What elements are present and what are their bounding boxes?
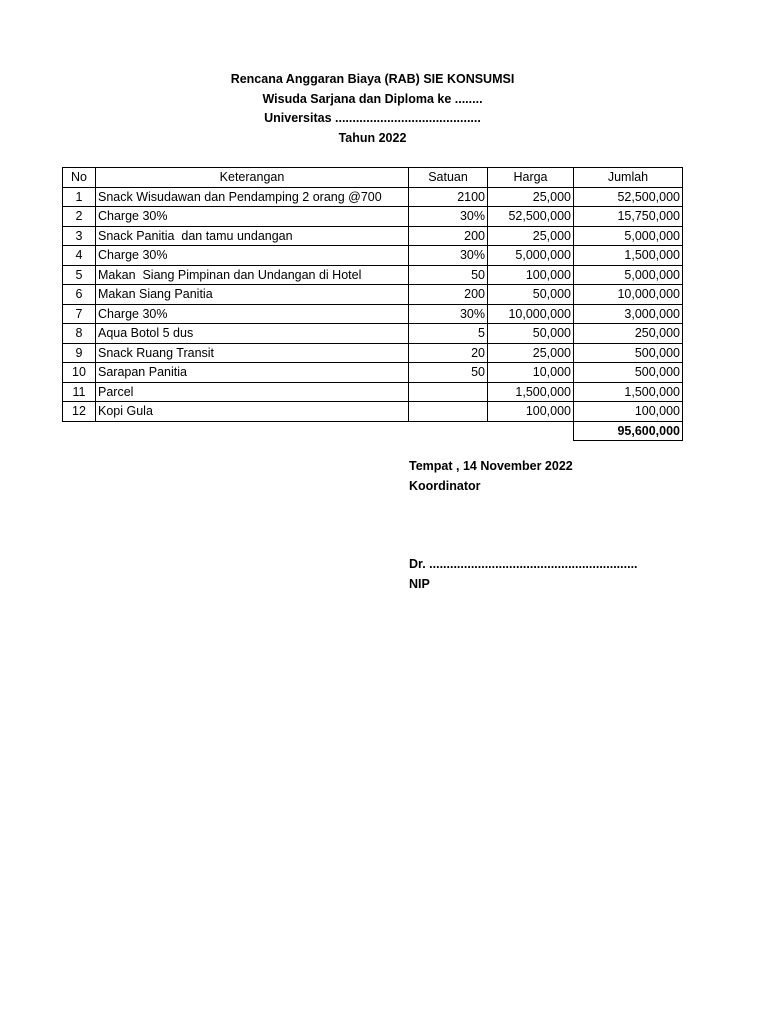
cell-harga: 25,000	[488, 187, 574, 207]
cell-jumlah: 100,000	[574, 402, 683, 422]
document-subtitle-year: Tahun 2022	[338, 130, 407, 145]
cell-keterangan: Charge 30%	[96, 207, 409, 227]
column-header-harga: Harga	[488, 168, 574, 188]
table-row	[63, 304, 683, 324]
cell-jumlah: 5,000,000	[574, 226, 683, 246]
cell-jumlah: 52,500,000	[574, 187, 683, 207]
cell-no: 12	[63, 402, 96, 422]
table-row	[63, 402, 683, 422]
total-spacer	[63, 421, 574, 441]
cell-harga: 100,000	[488, 265, 574, 285]
cell-keterangan: Snack Wisudawan dan Pendamping 2 orang @700	[96, 187, 409, 207]
cell-satuan	[409, 402, 488, 422]
cell-jumlah: 3,000,000	[574, 304, 683, 324]
column-header-jumlah: Jumlah	[574, 168, 683, 188]
table-header-row	[63, 168, 683, 188]
table-row	[63, 285, 683, 305]
cell-no: 1	[63, 187, 96, 207]
cell-satuan: 30%	[409, 304, 488, 324]
cell-keterangan: Snack Ruang Transit	[96, 343, 409, 363]
document-title: Rencana Anggaran Biaya (RAB) SIE KONSUMSI	[230, 72, 515, 86]
cell-keterangan: Charge 30%	[96, 304, 409, 324]
table-row	[63, 363, 683, 383]
cell-harga: 10,000,000	[488, 304, 574, 324]
signature-nip: NIP	[409, 576, 430, 591]
column-header-keterangan: Keterangan	[96, 168, 409, 188]
cell-keterangan: Charge 30%	[96, 246, 409, 266]
total-jumlah: 95,600,000	[574, 421, 683, 441]
cell-satuan: 20	[409, 343, 488, 363]
cell-keterangan: Makan Siang Panitia	[96, 285, 409, 305]
cell-satuan: 50	[409, 363, 488, 383]
cell-harga: 10,000	[488, 363, 574, 383]
cell-keterangan: Makan Siang Pimpinan dan Undangan di Hotel	[96, 265, 409, 285]
signature-header	[409, 457, 573, 496]
document-title-block	[0, 70, 745, 148]
cell-satuan: 200	[409, 285, 488, 305]
signature-role: Koordinator	[409, 478, 481, 493]
cell-jumlah: 10,000,000	[574, 285, 683, 305]
cell-satuan: 5	[409, 324, 488, 344]
table-row	[63, 207, 683, 227]
cell-no: 5	[63, 265, 96, 285]
cell-jumlah: 1,500,000	[574, 246, 683, 266]
document-subtitle-event: Wisuda Sarjana dan Diploma ke ........	[262, 91, 483, 106]
signature-name: Dr. ............................................................	[409, 557, 638, 571]
table-row	[63, 324, 683, 344]
cell-harga: 1,500,000	[488, 382, 574, 402]
column-header-satuan: Satuan	[409, 168, 488, 188]
cell-no: 6	[63, 285, 96, 305]
cell-satuan: 30%	[409, 207, 488, 227]
cell-no: 2	[63, 207, 96, 227]
cell-no: 8	[63, 324, 96, 344]
cell-satuan: 2100	[409, 187, 488, 207]
cell-keterangan: Snack Panitia dan tamu undangan	[96, 226, 409, 246]
column-header-no: No	[63, 168, 96, 188]
cell-keterangan: Aqua Botol 5 dus	[96, 324, 409, 344]
table-total-row	[63, 421, 683, 441]
cell-harga: 25,000	[488, 343, 574, 363]
cell-harga: 5,000,000	[488, 246, 574, 266]
table-row	[63, 187, 683, 207]
cell-jumlah: 250,000	[574, 324, 683, 344]
cell-no: 9	[63, 343, 96, 363]
document-subtitle-university: Universitas ..........................................	[264, 111, 481, 125]
cell-no: 11	[63, 382, 96, 402]
cell-satuan: 50	[409, 265, 488, 285]
table-row	[63, 265, 683, 285]
cell-keterangan: Sarapan Panitia	[96, 363, 409, 383]
table-row	[63, 343, 683, 363]
table-row	[63, 246, 683, 266]
cell-jumlah: 15,750,000	[574, 207, 683, 227]
cell-jumlah: 500,000	[574, 363, 683, 383]
cell-satuan	[409, 382, 488, 402]
table-row	[63, 382, 683, 402]
cell-jumlah: 1,500,000	[574, 382, 683, 402]
cell-no: 4	[63, 246, 96, 266]
cell-no: 3	[63, 226, 96, 246]
table-row	[63, 226, 683, 246]
cell-jumlah: 5,000,000	[574, 265, 683, 285]
cell-jumlah: 500,000	[574, 343, 683, 363]
cell-satuan: 30%	[409, 246, 488, 266]
signature-footer	[409, 555, 638, 594]
budget-table	[62, 167, 683, 441]
cell-harga: 25,000	[488, 226, 574, 246]
cell-no: 7	[63, 304, 96, 324]
cell-no: 10	[63, 363, 96, 383]
cell-keterangan: Kopi Gula	[96, 402, 409, 422]
cell-harga: 100,000	[488, 402, 574, 422]
cell-satuan: 200	[409, 226, 488, 246]
cell-harga: 50,000	[488, 285, 574, 305]
cell-harga: 50,000	[488, 324, 574, 344]
signature-place-date: Tempat , 14 November 2022	[409, 459, 573, 473]
cell-keterangan: Parcel	[96, 382, 409, 402]
cell-harga: 52,500,000	[488, 207, 574, 227]
